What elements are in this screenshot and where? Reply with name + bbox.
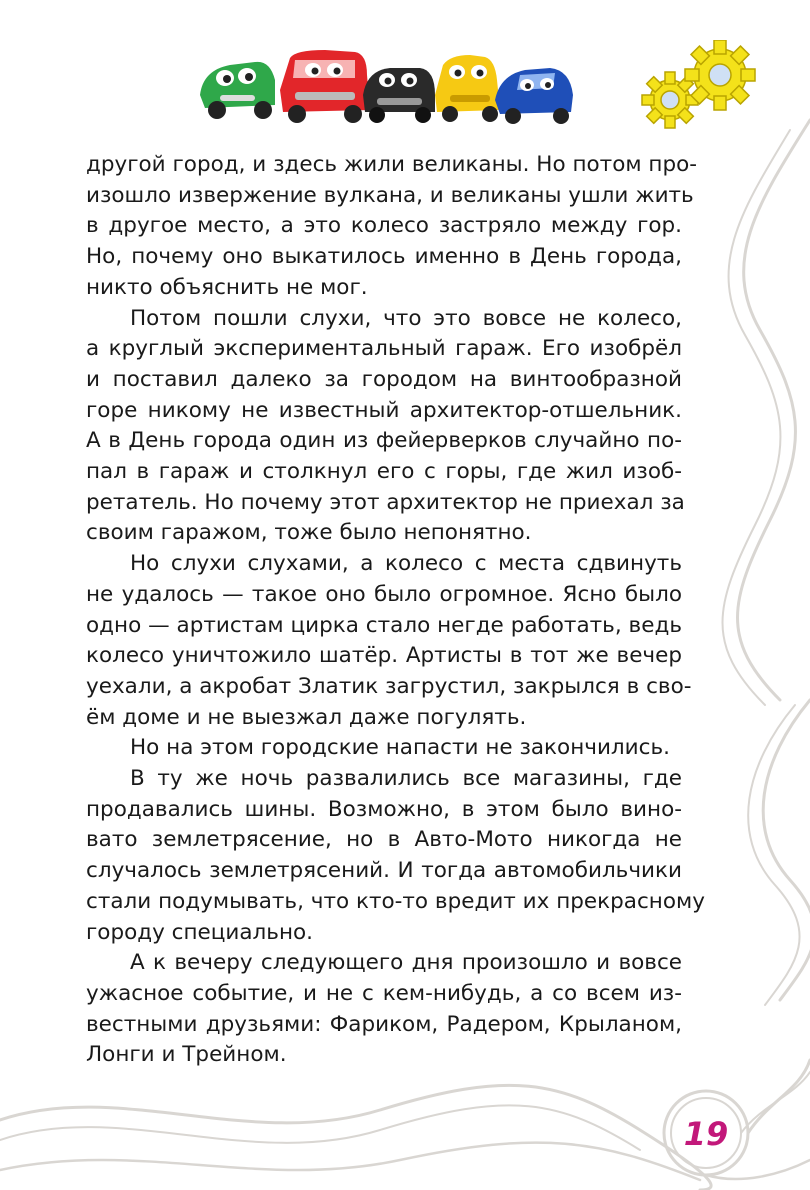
text-line: ретатель. Но почему этот архитектор не приехал за (86, 489, 685, 515)
paragraph (86, 948, 682, 1071)
text-line: своим гаражом, тоже было непонятно. (86, 520, 532, 546)
text-line: В ту же ночь развалились все магазины, где (130, 766, 682, 792)
text-line: уехали, а акробат Златик загрустил, закрылся в сво- (86, 673, 692, 699)
paragraph (86, 733, 682, 764)
text-line: не удалось — такое оно было огромное. Ясно было (86, 581, 682, 607)
text-line: продавались шины. Возможно, в этом было вино- (86, 796, 682, 822)
text-line: случалось землетрясений. И тогда автомобильчики (86, 858, 682, 884)
text-line: никто объяснить не мог. (86, 274, 368, 300)
page-number: 19 (683, 1115, 729, 1153)
text-line: Но слухи слухами, а колесо с места сдвинуть (130, 551, 682, 577)
text-line: ём доме и не выезжал даже погулять. (86, 704, 527, 730)
text-line: ужасное событие, и не с кем-нибудь, а со всем из- (86, 980, 682, 1006)
text-line: А к вечеру следующего дня произошло и вовсе (130, 950, 682, 976)
text-line: горе никому не известный архитектор-отшельник. (86, 397, 682, 423)
text-line: Потом пошли слухи, что это вовсе не колесо, (130, 305, 682, 331)
text-line: и поставил далеко за городом на винтообразной (86, 366, 682, 392)
story-text (86, 150, 705, 1071)
text-line: колесо уничтожило шатёр. Артисты в тот же вечер (86, 643, 682, 669)
text-line: изошло извержение вулкана, и великаны ушли жить (86, 182, 694, 208)
paragraph (86, 764, 705, 948)
paragraph (86, 549, 692, 733)
text-line: А в День города один из фейерверков случайно по- (86, 428, 682, 454)
text-line: одно — артистам цирка стало негде работать, ведь (86, 612, 682, 638)
text-line: вато землетрясение, но в Авто-Мото никогда не (86, 827, 682, 853)
gears-icon (640, 40, 760, 135)
text-line: вестными друзьями: Фариком, Радером, Крыланом, (86, 1011, 682, 1037)
text-line: пал в гараж и столкнул его с горы, где жил изоб- (86, 459, 682, 485)
text-line: другой город, и здесь жили великаны. Но потом про- (86, 152, 698, 177)
text-line: Но на этом городские напасти не закончились. (130, 735, 670, 761)
paragraph (86, 304, 685, 550)
text-line: а круглый экспериментальный гараж. Его изобрёл (86, 336, 682, 362)
text-line: стали подумывать, что кто-то вредит их прекрасному (86, 888, 705, 914)
cartoon-cars-icon (195, 40, 575, 125)
text-line: Лонги и Трейном. (86, 1042, 287, 1068)
text-line: в другое место, а это колесо застряло между гор. (86, 213, 682, 239)
paragraph (86, 150, 698, 304)
text-line: Но, почему оно выкатилось именно в День города, (86, 244, 682, 270)
text-line: городу специально. (86, 919, 314, 945)
